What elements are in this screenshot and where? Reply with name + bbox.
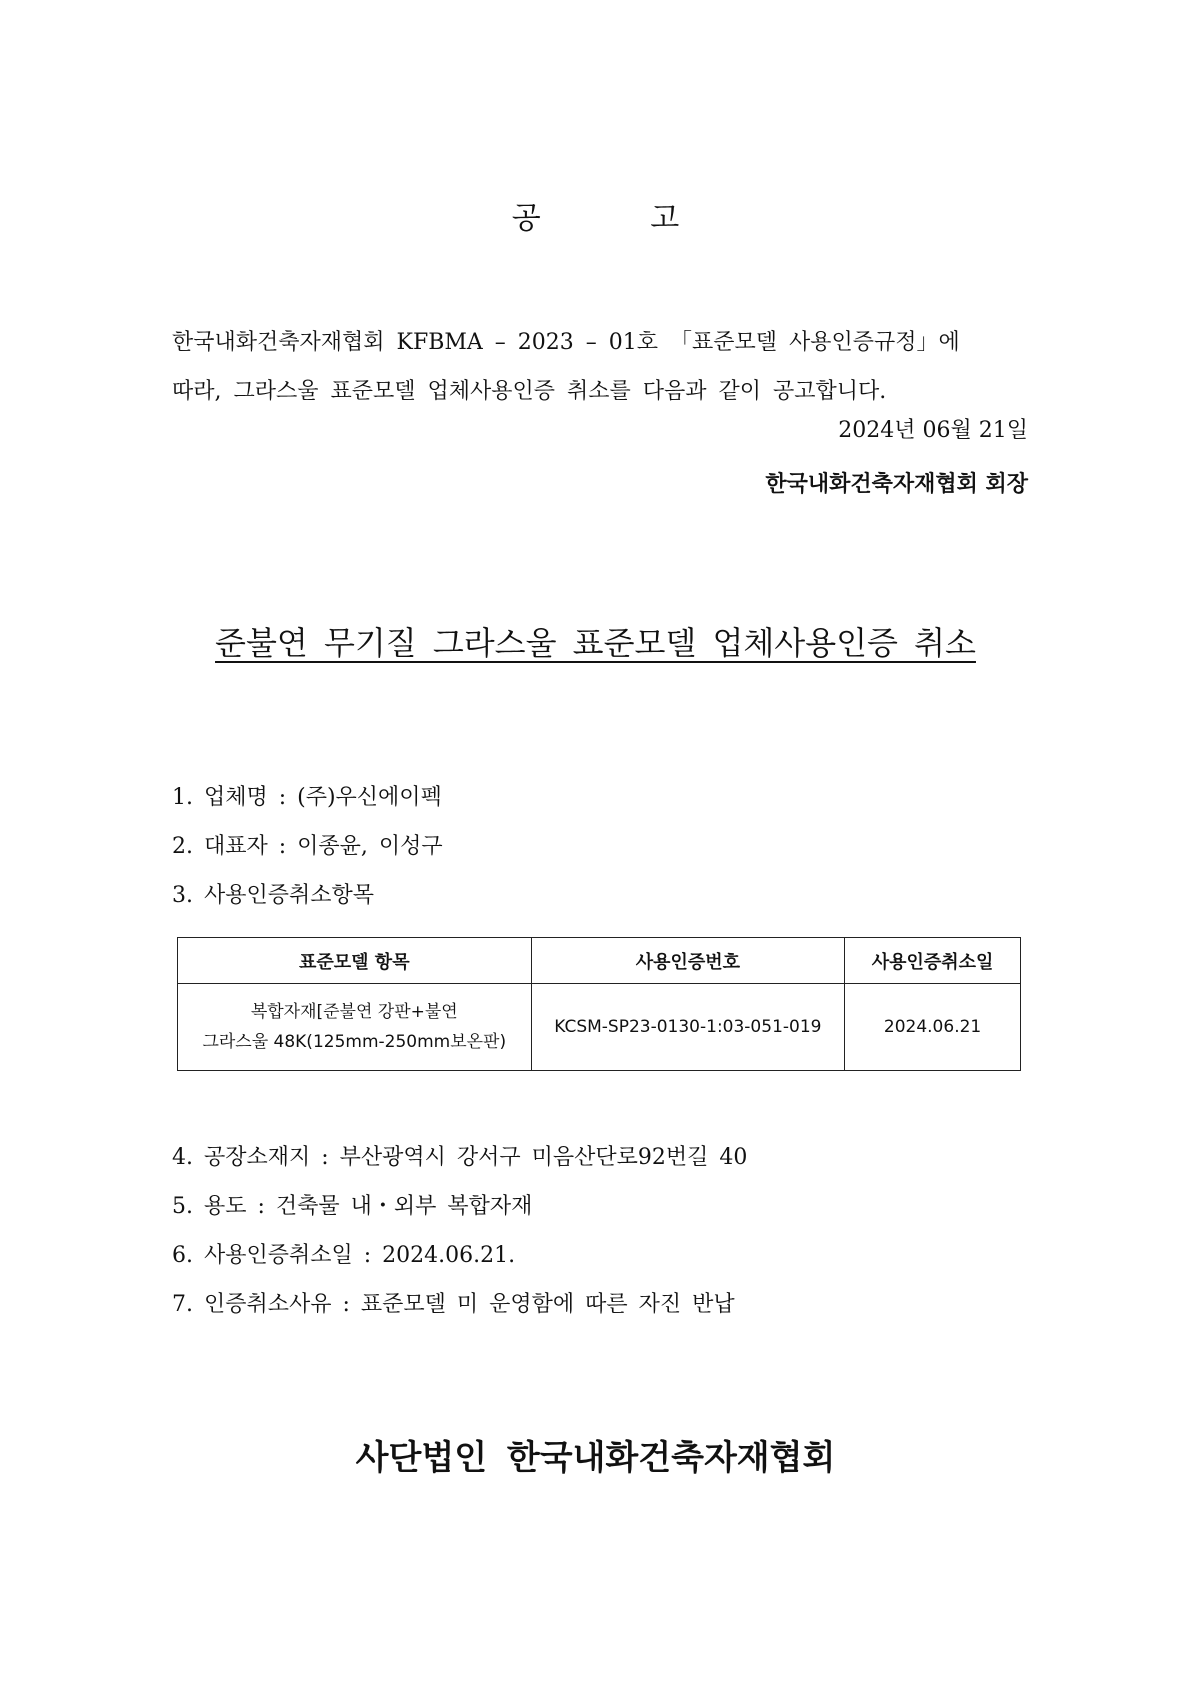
item-cancel-reason: 7. 인증취소사유 : 표준모델 미 운영함에 따른 자진 반납	[172, 1292, 735, 1317]
cell-cert-number: KCSM-SP23-0130-1:03-051-019	[531, 984, 845, 1071]
item-usage: 5. 용도 : 건축물 내・외부 복합자재	[172, 1194, 533, 1219]
cell-cancel-date: 2024.06.21	[845, 984, 1021, 1071]
item-cancel-date: 6. 사용인증취소일 : 2024.06.21.	[172, 1243, 516, 1268]
cell-model-item	[178, 984, 532, 1071]
intro-paragraph	[172, 318, 1028, 416]
certification-table	[177, 937, 1021, 1071]
headline-text: 준불연 무기질 그라스울 표준모델 업체사용인증 취소	[215, 624, 976, 662]
item-representative: 2. 대표자 : 이종윤, 이성구	[172, 834, 443, 859]
item-factory-address: 4. 공장소재지 : 부산광역시 강서구 미음산단로92번길 40	[172, 1145, 748, 1170]
intro-line-2: 따라, 그라스울 표준모델 업체사용인증 취소를 다음과 같이 공고합니다.	[172, 379, 887, 404]
headline	[0, 618, 1191, 664]
item-cancel-list-heading: 3. 사용인증취소항목	[172, 883, 374, 908]
cell-model-item-line-1: 복합자재[준불연 강판+불연	[250, 1002, 458, 1022]
footer-organization: 사단법인 한국내화건축자재협회	[355, 1438, 836, 1478]
notice-title: 공 고	[511, 201, 730, 236]
table-row	[178, 984, 1021, 1071]
header-cancel-date: 사용인증취소일	[845, 938, 1021, 984]
notice-date: 2024년 06월 21일	[838, 418, 1028, 443]
table-header-row	[178, 938, 1021, 984]
item-company: 1. 업체명 : (주)우신에이펙	[172, 785, 442, 810]
header-model-item: 표준모델 항목	[178, 938, 532, 984]
issuer: 한국내화건축자재협회 회장	[765, 472, 1028, 497]
intro-line-1: 한국내화건축자재협회 KFBMA – 2023 – 01호 「표준모델 사용인증규정」에	[172, 330, 960, 355]
cell-model-item-line-2: 그라스울 48K(125mm-250mm보온판)	[202, 1032, 507, 1052]
header-cert-number: 사용인증번호	[531, 938, 845, 984]
